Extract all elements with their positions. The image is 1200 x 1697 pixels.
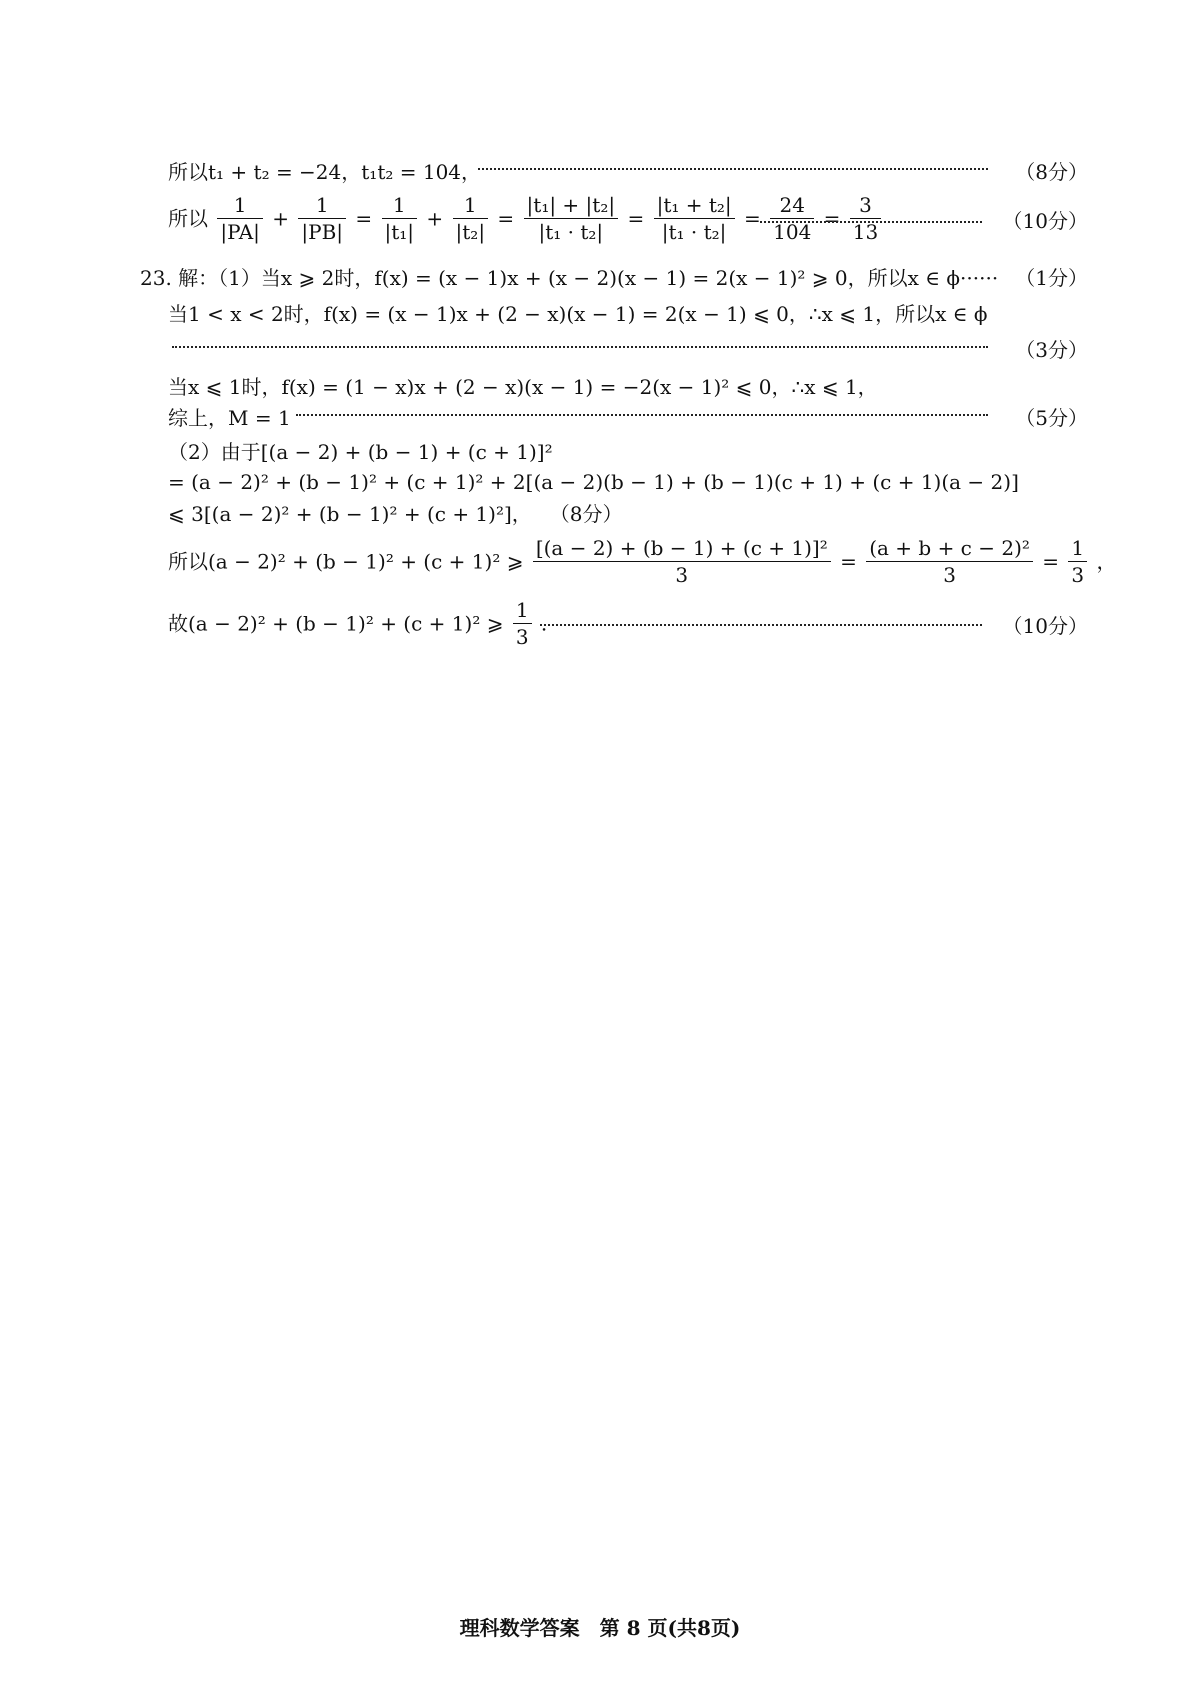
score-label: （5分） [1015, 406, 1088, 430]
dot-leader [296, 414, 988, 416]
numerator: 1 [298, 195, 346, 219]
fraction-equation [168, 600, 547, 647]
line-text: = (a − 2)² + (b − 1)² + (c + 1)² + 2[(a − 2)(b − 1) + (b − 1)(c + 1) + (c + 1)(a − 2)] [168, 470, 1019, 494]
score-label: （1分） [1015, 266, 1088, 290]
dot-leader [172, 346, 988, 348]
operator: = [840, 549, 857, 574]
line-text: 综上，M = 1 [168, 406, 291, 430]
dot-leader [540, 624, 982, 626]
fraction-1-3 [513, 600, 532, 647]
denominator: 3 [943, 563, 956, 587]
fraction-1-over-t2 [453, 195, 489, 242]
numerator: 1 [1068, 538, 1087, 562]
denominator: 3 [515, 625, 529, 649]
denominator: 104 [773, 220, 812, 244]
numerator: |t₁| + |t₂| [524, 195, 619, 219]
operator: + [426, 206, 444, 231]
denominator: |PB| [301, 220, 344, 244]
denominator: |t₁| [384, 220, 415, 244]
line-text [168, 504, 623, 524]
dot-leader [478, 168, 988, 170]
fraction-24-104 [770, 195, 814, 242]
fraction-equation [168, 538, 1116, 585]
operator: = [1042, 549, 1060, 574]
numerator: (a + b + c − 2)² [866, 538, 1033, 562]
fraction-3-13 [850, 195, 881, 242]
numerator: |t₁ + t₂| [654, 195, 735, 219]
equation-prefix: 故(a − 2)² + (b − 1)² + (c + 1)² ⩾ [168, 611, 504, 636]
page-footer: 理科数学答案 第 8 页(共8页) [459, 1616, 741, 1640]
fraction-abs-t-sum [654, 195, 735, 242]
equation-prefix: 所以 [168, 206, 208, 231]
operator: = [823, 206, 841, 231]
inequality-text: ⩽ 3[(a − 2)² + (b − 1)² + (c + 1)²]， [168, 502, 532, 526]
score-label: （8分） [1015, 160, 1088, 184]
denominator: 3 [675, 563, 689, 587]
denominator: |PA| [220, 220, 260, 244]
score-label: （10分） [1002, 614, 1088, 638]
line-text: 所以t₁ + t₂ = −24，t₁t₂ = 104， [168, 160, 482, 184]
line-text: 23. 解：（1）当x ⩾ 2时，f(x) = (x − 1)x + (x − 2)(x − 1) = 2(x − 1)² ⩾ 0，所以x ∈ ϕ······ [140, 266, 999, 290]
denominator: |t₁ · t₂| [661, 220, 727, 244]
denominator: 13 [852, 220, 879, 244]
fraction-1-over-t1 [382, 195, 418, 242]
fraction-abs-sum [524, 195, 619, 242]
fraction-equation [168, 195, 884, 242]
operator: = [355, 206, 373, 231]
line-text: 当x ⩽ 1时，f(x) = (1 − x)x + (2 − x)(x − 1) = −2(x − 1)² ⩽ 0，∴x ⩽ 1， [168, 375, 878, 399]
numerator: [(a − 2) + (b − 1) + (c + 1)]² [533, 538, 831, 562]
numerator: 1 [513, 600, 532, 624]
punctuation: . [540, 611, 548, 636]
line-text: （2）由于[(a − 2) + (b − 1) + (c + 1)]² [168, 440, 553, 464]
operator: = [744, 206, 761, 231]
operator: + [272, 206, 290, 231]
fraction-1-over-pb [298, 195, 346, 242]
denominator: |t₁ · t₂| [538, 220, 604, 244]
score-label: （8分） [559, 502, 623, 526]
equation-prefix: 所以(a − 2)² + (b − 1)² + (c + 1)² ⩾ [168, 549, 524, 574]
fraction-square-sum [533, 538, 831, 585]
operator: = [497, 206, 515, 231]
operator: = [627, 206, 645, 231]
numerator: 1 [382, 195, 418, 219]
numerator: 3 [850, 195, 881, 219]
line-text: 当1 < x < 2时，f(x) = (x − 1)x + (2 − x)(x − 1) = 2(x − 1) ⩽ 0，∴x ⩽ 1，所以x ∈ ϕ [168, 302, 988, 326]
numerator: 1 [217, 195, 263, 219]
numerator: 1 [453, 195, 489, 219]
denominator: |t₂| [455, 220, 486, 244]
punctuation: ， [1096, 549, 1117, 574]
numerator: 24 [770, 195, 814, 219]
score-label: （10分） [1002, 209, 1088, 233]
dot-leader [760, 221, 982, 223]
fraction-1-3 [1068, 538, 1087, 585]
score-label: （3分） [1015, 338, 1088, 362]
denominator: 3 [1071, 563, 1085, 587]
fraction-1-over-pa [217, 195, 263, 242]
fraction-abc [866, 538, 1033, 585]
